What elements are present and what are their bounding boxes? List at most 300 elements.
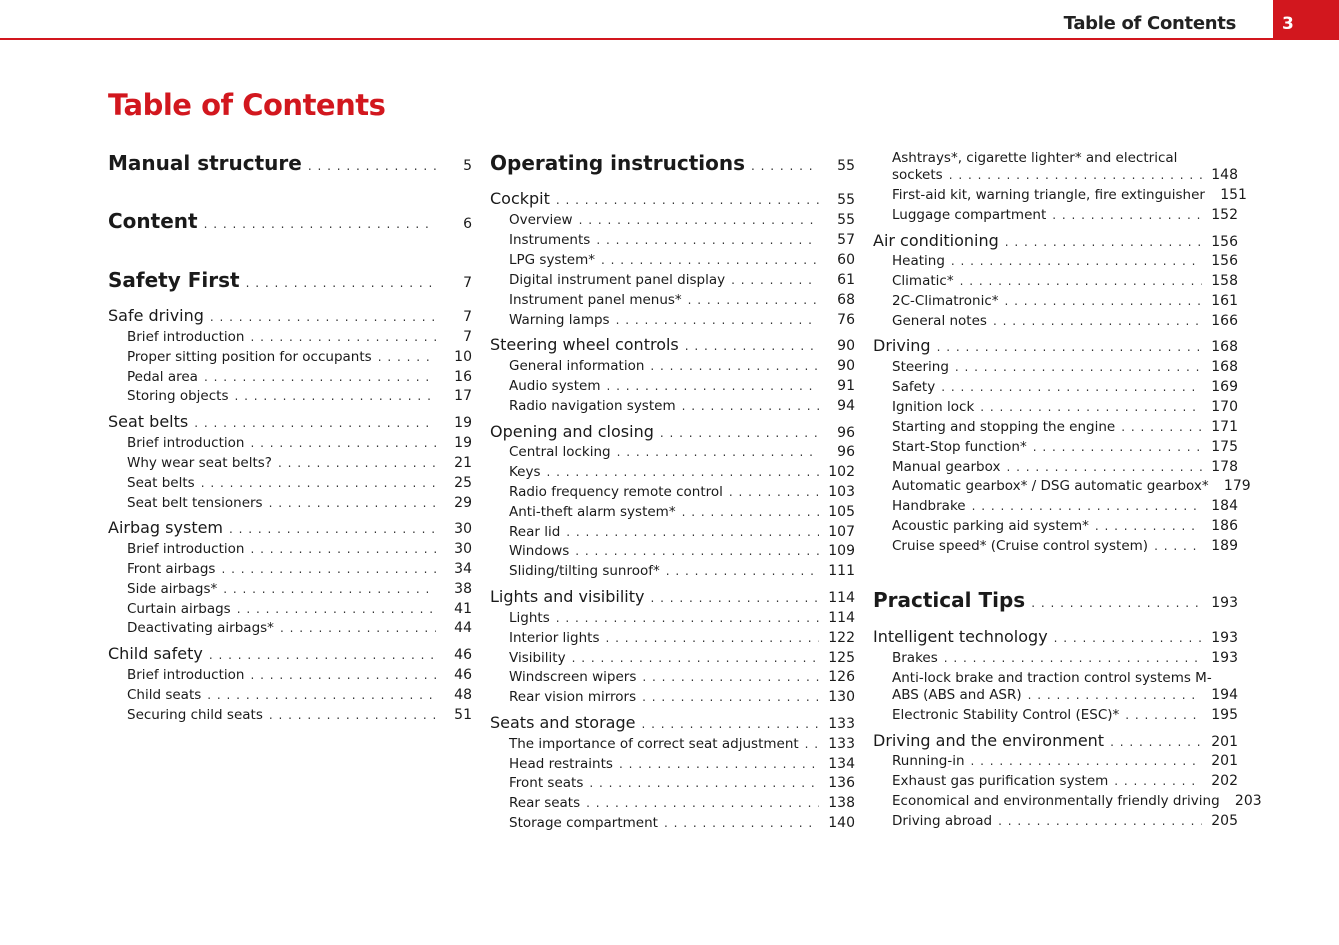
toc-subentry[interactable] — [108, 388, 472, 404]
toc-entry-title: Radio frequency remote control — [509, 484, 723, 500]
toc-section-heading[interactable] — [490, 151, 855, 175]
toc-page-number: 175 — [1211, 439, 1238, 455]
toc-subentry[interactable] — [490, 484, 855, 500]
toc-subentry[interactable] — [873, 478, 1251, 494]
toc-entry-title: Air conditioning — [873, 231, 999, 250]
toc-subentry[interactable] — [873, 753, 1238, 769]
toc-subentry[interactable] — [490, 464, 855, 480]
toc-entry-title: Radio navigation system — [509, 398, 676, 414]
toc-chapter-entry[interactable] — [490, 422, 855, 441]
toc-page-number: 170 — [1211, 399, 1238, 415]
toc-page-number: 7 — [463, 309, 472, 325]
toc-subentry[interactable] — [108, 601, 472, 617]
toc-page-number: 19 — [454, 415, 472, 431]
toc-subentry[interactable] — [490, 795, 855, 811]
toc-entry-title: Curtain airbags — [127, 601, 231, 617]
toc-entry-title: Intelligent technology — [873, 627, 1048, 646]
toc-chapter-entry[interactable] — [108, 306, 472, 325]
toc-entry-title: Safety — [892, 379, 936, 395]
dot-leader — [616, 312, 819, 328]
toc-page-number: 203 — [1234, 793, 1262, 809]
toc-column-1 — [108, 0, 472, 945]
dot-leader — [1095, 518, 1202, 534]
dot-leader — [617, 444, 819, 460]
toc-page-number: 91 — [837, 378, 855, 394]
toc-page-number: 178 — [1211, 459, 1238, 475]
toc-entry-title: Economical and environmentally friendly driving — [892, 793, 1220, 809]
toc-subentry[interactable] — [108, 369, 472, 385]
toc-subentry[interactable] — [490, 444, 855, 460]
dot-leader — [650, 358, 819, 374]
toc-page-number: 168 — [1211, 359, 1238, 375]
toc-entry-title: Automatic gearbox* / DSG automatic gearbox* — [892, 478, 1209, 494]
dot-leader — [201, 475, 436, 491]
toc-page-number: 38 — [454, 581, 472, 597]
toc-chapter-entry[interactable] — [490, 713, 855, 732]
dot-leader — [664, 815, 819, 831]
dot-leader — [666, 563, 819, 579]
toc-page-number: 122 — [828, 630, 855, 646]
toc-entry-title: Rear vision mirrors — [509, 689, 637, 705]
toc-page-number: 10 — [454, 349, 472, 365]
toc-page-number: 158 — [1211, 273, 1238, 289]
toc-chapter-entry[interactable] — [490, 587, 855, 606]
toc-entry-title: Instrument panel menus* — [509, 292, 682, 308]
dot-leader — [250, 541, 436, 557]
toc-entry-title: General information — [509, 358, 645, 374]
dot-leader — [641, 713, 819, 732]
dot-leader — [204, 213, 436, 232]
toc-subentry[interactable] — [490, 815, 855, 831]
toc-page-number: 41 — [454, 601, 472, 617]
toc-page-number: 133 — [828, 716, 855, 732]
toc-subentry[interactable] — [873, 518, 1238, 534]
toc-entry-title: Exhaust gas purification system — [892, 773, 1109, 789]
dot-leader — [1005, 231, 1202, 250]
toc-page-number: 55 — [837, 158, 855, 174]
toc-entry-title: Overview — [509, 212, 573, 228]
dot-leader — [1154, 538, 1202, 554]
toc-entry-title: Brief introduction — [127, 435, 245, 451]
toc-page-number: 21 — [454, 455, 472, 471]
dot-leader — [308, 155, 436, 174]
dot-leader — [223, 581, 436, 597]
toc-subentry[interactable] — [108, 581, 472, 597]
toc-subentry[interactable] — [873, 359, 1238, 375]
toc-page-number: 130 — [828, 689, 855, 705]
toc-entry-title: Safe driving — [108, 306, 204, 325]
dot-leader — [194, 412, 436, 431]
toc-page-number: 186 — [1211, 518, 1238, 534]
dot-leader — [229, 518, 436, 537]
toc-subentry[interactable] — [108, 561, 472, 577]
dot-leader — [1033, 439, 1202, 455]
dot-leader — [586, 795, 819, 811]
toc-page-number: 94 — [837, 398, 855, 414]
dot-leader — [998, 813, 1202, 829]
toc-subentry[interactable] — [873, 459, 1238, 475]
toc-subentry[interactable] — [108, 475, 472, 491]
toc-entry-title: Front airbags — [127, 561, 216, 577]
running-header-title: Table of Contents — [1063, 13, 1236, 34]
toc-entry-title: Operating instructions — [490, 151, 745, 175]
toc-page-number: 156 — [1211, 234, 1238, 250]
toc-page-number: 103 — [828, 484, 855, 500]
dot-leader — [378, 349, 436, 365]
toc-entry-title: ABS (ABS and ASR) — [892, 687, 1022, 703]
toc-entry-title: First-aid kit, warning triangle, fire extinguisher — [892, 187, 1205, 203]
toc-subentry[interactable] — [490, 504, 855, 520]
toc-page-number: 57 — [837, 232, 855, 248]
toc-subentry[interactable] — [108, 349, 472, 365]
toc-subentry[interactable] — [873, 187, 1247, 203]
toc-subentry[interactable] — [108, 495, 472, 511]
toc-subentry[interactable] — [873, 273, 1238, 289]
toc-entry-title: LPG system* — [509, 252, 595, 268]
toc-entry-title: Climatic* — [892, 273, 954, 289]
dot-leader — [972, 498, 1202, 514]
dot-leader — [960, 273, 1202, 289]
dot-leader — [596, 232, 819, 248]
toc-section-heading[interactable] — [873, 588, 1238, 612]
toc-page-number: 34 — [454, 561, 472, 577]
toc-subentry[interactable] — [108, 541, 472, 557]
toc-entry-title: Seat belts — [127, 475, 195, 491]
toc-entry-title: Windscreen wipers — [509, 669, 637, 685]
toc-entry-title: Front seats — [509, 775, 584, 791]
toc-entry-title: Head restraints — [509, 756, 613, 772]
toc-page-number: 193 — [1211, 595, 1238, 611]
toc-page-number: 30 — [454, 521, 472, 537]
dot-leader — [1031, 592, 1202, 611]
toc-page-number: 194 — [1211, 687, 1238, 703]
toc-entry-title: Windows — [509, 543, 570, 559]
toc-chapter-entry[interactable] — [873, 231, 1238, 250]
toc-subentry[interactable] — [873, 687, 1238, 703]
dot-leader — [1006, 459, 1202, 475]
toc-page-number: 105 — [828, 504, 855, 520]
dot-leader — [937, 336, 1202, 355]
toc-entry-title: Visibility — [509, 650, 566, 666]
toc-section-heading[interactable] — [108, 209, 472, 233]
dot-leader — [619, 756, 819, 772]
toc-entry-title: Why wear seat belts? — [127, 455, 272, 471]
toc-subentry[interactable] — [873, 793, 1262, 809]
toc-entry-title: Anti-theft alarm system* — [509, 504, 676, 520]
toc-page-number: 109 — [828, 543, 855, 559]
toc-entry-title: Audio system — [509, 378, 601, 394]
toc-section-heading[interactable] — [108, 268, 472, 292]
toc-page-number: 166 — [1211, 313, 1238, 329]
dot-leader — [601, 252, 819, 268]
toc-subentry[interactable] — [490, 312, 855, 328]
toc-entry-title: Child safety — [108, 644, 203, 663]
dot-leader — [250, 435, 436, 451]
toc-chapter-entry[interactable] — [873, 627, 1238, 646]
toc-entry-title: Storing objects — [127, 388, 229, 404]
toc-subentry[interactable] — [873, 167, 1238, 183]
toc-page-number: 107 — [828, 524, 855, 540]
toc-subentry[interactable] — [490, 689, 855, 705]
toc-entry-title: 2C-Climatronic* — [892, 293, 999, 309]
toc-page-number: 114 — [828, 590, 855, 606]
toc-subentry[interactable] — [490, 736, 855, 752]
toc-subentry[interactable] — [490, 292, 855, 308]
toc-subentry[interactable] — [108, 329, 472, 345]
dot-leader — [280, 620, 436, 636]
toc-subentry[interactable] — [873, 379, 1238, 395]
toc-entry-title: Steering — [892, 359, 949, 375]
toc-entry-title: Airbag system — [108, 518, 224, 537]
dot-leader — [688, 292, 819, 308]
dot-leader — [250, 329, 436, 345]
dot-leader — [951, 253, 1202, 269]
toc-page-number: 125 — [828, 650, 855, 666]
toc-subentry[interactable] — [873, 538, 1238, 554]
toc-subentry[interactable] — [490, 212, 855, 228]
toc-page-number: 46 — [454, 647, 472, 663]
page-number-box — [1273, 0, 1339, 40]
toc-page-number: 161 — [1211, 293, 1238, 309]
toc-page-number: 169 — [1211, 379, 1238, 395]
toc-subentry[interactable] — [108, 667, 472, 683]
dot-leader — [234, 388, 436, 404]
toc-entry-title: Manual gearbox — [892, 459, 1001, 475]
toc-subentry[interactable] — [490, 563, 855, 579]
toc-subentry[interactable] — [108, 687, 472, 703]
toc-entry-title: Deactivating airbags* — [127, 620, 274, 636]
toc-chapter-entry[interactable] — [108, 644, 472, 663]
toc-page-number: 6 — [463, 216, 472, 232]
toc-entry-title: Steering wheel controls — [490, 335, 679, 354]
toc-entry-title: Securing child seats — [127, 707, 263, 723]
toc-page-number: 133 — [828, 736, 855, 752]
dot-leader — [955, 359, 1202, 375]
dot-leader — [1110, 731, 1202, 750]
toc-page-number: 96 — [837, 444, 855, 460]
dot-leader — [556, 189, 819, 208]
toc-entry-title: Brief introduction — [127, 667, 245, 683]
toc-subentry[interactable] — [873, 253, 1238, 269]
dot-leader — [1125, 707, 1202, 723]
toc-entry-title: Brief introduction — [127, 329, 245, 345]
toc-page-number: 156 — [1211, 253, 1238, 269]
toc-entry-title: Brakes — [892, 650, 938, 666]
toc-entry-title: Proper sitting position for occupants — [127, 349, 372, 365]
toc-section-heading[interactable] — [108, 151, 472, 175]
toc-page-number: 205 — [1211, 813, 1238, 829]
dot-leader — [589, 775, 819, 791]
toc-entry-title: Seat belts — [108, 412, 189, 431]
toc-entry-title: Instruments — [509, 232, 591, 248]
toc-subentry[interactable] — [873, 498, 1238, 514]
dot-leader — [949, 167, 1202, 183]
toc-subentry[interactable] — [490, 252, 855, 268]
toc-page-number: 193 — [1211, 630, 1238, 646]
toc-entry-title: Luggage compartment — [892, 207, 1047, 223]
toc-chapter-entry[interactable] — [490, 189, 855, 208]
toc-page-number: 138 — [828, 795, 855, 811]
toc-chapter-entry[interactable] — [873, 336, 1238, 355]
toc-entry-title: Central locking — [509, 444, 611, 460]
toc-page-number: 25 — [454, 475, 472, 491]
toc-subentry[interactable] — [873, 419, 1238, 435]
toc-subentry[interactable] — [873, 773, 1238, 789]
toc-subentry[interactable] — [490, 358, 855, 374]
dot-leader — [1028, 687, 1202, 703]
toc-page-number: 114 — [828, 610, 855, 626]
toc-entry-title: Practical Tips — [873, 588, 1026, 612]
toc-subentry[interactable] — [873, 313, 1238, 329]
toc-page-number: 168 — [1211, 339, 1238, 355]
dot-leader — [204, 369, 436, 385]
toc-entry-title: Cockpit — [490, 189, 550, 208]
toc-chapter-entry[interactable] — [108, 518, 472, 537]
toc-page-number: 151 — [1220, 187, 1247, 203]
dot-leader — [556, 610, 819, 626]
dot-leader — [1114, 773, 1202, 789]
toc-page-number: 96 — [837, 425, 855, 441]
toc-chapter-entry[interactable] — [108, 412, 472, 431]
toc-entry-title: Acoustic parking aid system* — [892, 518, 1089, 534]
toc-page-number: 102 — [828, 464, 855, 480]
dot-leader — [210, 306, 436, 325]
toc-entry-title: Sliding/tilting sunroof* — [509, 563, 660, 579]
dot-leader — [547, 464, 819, 480]
dot-leader — [731, 272, 819, 288]
toc-subentry[interactable] — [490, 756, 855, 772]
toc-entry-title: Ignition lock — [892, 399, 975, 415]
dot-leader — [606, 378, 819, 394]
toc-entry-title: Electronic Stability Control (ESC)* — [892, 707, 1120, 723]
dot-leader — [944, 650, 1202, 666]
toc-page-number: 51 — [454, 707, 472, 723]
dot-leader — [606, 630, 820, 646]
toc-subentry[interactable] — [108, 707, 472, 723]
dot-leader — [971, 753, 1203, 769]
toc-chapter-entry[interactable] — [873, 731, 1238, 750]
toc-entry-title: Safety First — [108, 268, 240, 292]
toc-column-2 — [490, 0, 855, 945]
toc-page-number: 19 — [454, 435, 472, 451]
toc-entry-title: Pedal area — [127, 369, 198, 385]
toc-entry-title: Storage compartment — [509, 815, 658, 831]
toc-chapter-entry[interactable] — [490, 335, 855, 354]
toc-entry-title: Driving and the environment — [873, 731, 1105, 750]
toc-entry-text-line: Anti-lock brake and traction control systems M- — [892, 670, 1212, 686]
toc-page-number: 195 — [1211, 707, 1238, 723]
toc-subentry[interactable] — [490, 524, 855, 540]
toc-entry-title: Rear lid — [509, 524, 561, 540]
dot-leader — [221, 561, 436, 577]
dot-leader — [1052, 207, 1202, 223]
toc-page-number: 148 — [1211, 167, 1238, 183]
toc-entry-title: Driving abroad — [892, 813, 993, 829]
toc-subentry[interactable] — [490, 775, 855, 791]
toc-subentry[interactable] — [873, 293, 1238, 309]
toc-subentry[interactable] — [490, 669, 855, 685]
toc-entry-title: Rear seats — [509, 795, 581, 811]
toc-page-number: 201 — [1211, 734, 1238, 750]
toc-entry-title: Lights and visibility — [490, 587, 645, 606]
dot-leader — [650, 587, 819, 606]
toc-page-number: 46 — [454, 667, 472, 683]
toc-subentry[interactable] — [490, 398, 855, 414]
dot-leader — [941, 379, 1202, 395]
dot-leader — [980, 399, 1202, 415]
toc-subentry[interactable] — [873, 813, 1238, 829]
toc-page-number: 7 — [463, 329, 472, 345]
toc-page-number: 152 — [1211, 207, 1238, 223]
toc-page-number: 55 — [837, 212, 855, 228]
dot-leader — [1005, 293, 1202, 309]
toc-page-number: 17 — [454, 388, 472, 404]
toc-page-number: 136 — [828, 775, 855, 791]
toc-subentry[interactable] — [490, 543, 855, 559]
toc-subentry[interactable] — [108, 455, 472, 471]
toc-page-number: 126 — [828, 669, 855, 685]
dot-leader — [566, 524, 819, 540]
toc-subentry[interactable] — [873, 207, 1238, 223]
toc-subentry[interactable] — [490, 650, 855, 666]
toc-subentry[interactable] — [490, 232, 855, 248]
toc-page-number: 68 — [837, 292, 855, 308]
dot-leader — [805, 736, 819, 752]
toc-entry-text-line: Ashtrays*, cigarette lighter* and electrical — [892, 150, 1178, 166]
toc-column-3 — [873, 0, 1262, 945]
toc-page-number: 201 — [1211, 753, 1238, 769]
toc-entry-title: Digital instrument panel display — [509, 272, 726, 288]
toc-page-number: 61 — [837, 272, 855, 288]
dot-leader — [682, 398, 819, 414]
toc-page-number: 184 — [1211, 498, 1238, 514]
toc-subentry[interactable] — [108, 620, 472, 636]
toc-page-number: 48 — [454, 687, 472, 703]
toc-subentry[interactable] — [873, 399, 1238, 415]
toc-subentry[interactable] — [873, 707, 1238, 723]
toc-subentry[interactable] — [490, 610, 855, 626]
dot-leader — [572, 650, 819, 666]
toc-entry-title: Child seats — [127, 687, 202, 703]
toc-entry-title: Opening and closing — [490, 422, 654, 441]
dot-leader — [682, 504, 819, 520]
toc-page-number: 29 — [454, 495, 472, 511]
dot-leader — [209, 644, 436, 663]
toc-entry-title: Seat belt tensioners — [127, 495, 263, 511]
toc-subentry[interactable] — [873, 439, 1238, 455]
toc-subentry[interactable] — [873, 650, 1238, 666]
dot-leader — [1054, 627, 1202, 646]
toc-entry-title: Seats and storage — [490, 713, 636, 732]
toc-page-number: 140 — [828, 815, 855, 831]
toc-page-number: 5 — [463, 158, 472, 174]
toc-subentry[interactable] — [490, 630, 855, 646]
toc-subentry[interactable] — [108, 435, 472, 451]
toc-page-number: 90 — [837, 358, 855, 374]
toc-subentry[interactable] — [490, 272, 855, 288]
toc-page-number: 193 — [1211, 650, 1238, 666]
toc-subentry[interactable] — [490, 378, 855, 394]
toc-page-number: 189 — [1211, 538, 1238, 554]
toc-entry-title: Cruise speed* (Cruise control system) — [892, 538, 1149, 554]
toc-entry-title: Warning lamps — [509, 312, 610, 328]
toc-entry-title: Side airbags* — [127, 581, 218, 597]
toc-page-number: 179 — [1223, 478, 1251, 494]
toc-page-number: 16 — [454, 369, 472, 385]
dot-leader — [269, 495, 436, 511]
toc-page-number: 60 — [837, 252, 855, 268]
dot-leader — [250, 667, 436, 683]
